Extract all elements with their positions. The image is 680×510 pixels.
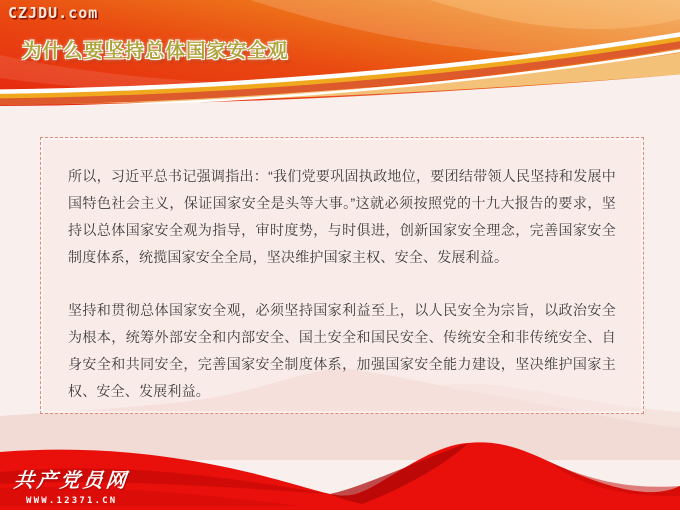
paragraph-requirements: 坚持和贯彻总体国家安全观，必须坚持国家利益至上，以人民安全为宗旨，以政治安全为根本，统筹外部安全和内部安全、国土安全和国民安全、传统安全和非传统安全、自身安全和共同安全，完善国家安全制度体系，加强国家安全能力建设，坚决维护国家主权、安全、发展利益。 xyxy=(68,302,616,399)
footer-logo-url: WWW.12371.CN xyxy=(26,496,118,506)
content-panel xyxy=(40,137,644,414)
page-title: 为什么要坚持总体国家安全观 xyxy=(22,40,289,62)
footer-logo-name: 共产党员网 xyxy=(12,470,130,492)
paragraph-quote: 所以，习近平总书记强调指出：“我们党要巩固执政地位，要团结带领人民坚持和发展中国特色社会主义，保证国家安全是头等大事。”这就必须按照党的十九大报告的要求，坚持以总体国家安全观为指导，审时度势，与时俱进，创新国家安全理念，完善国家安全制度体系，统揽国家安全全局，坚决维护国家主权、安全、发展利益。 xyxy=(68,168,616,265)
header-banner xyxy=(0,0,680,120)
footer-logo xyxy=(14,464,129,506)
site-watermark: CZJDU.com xyxy=(8,4,99,22)
